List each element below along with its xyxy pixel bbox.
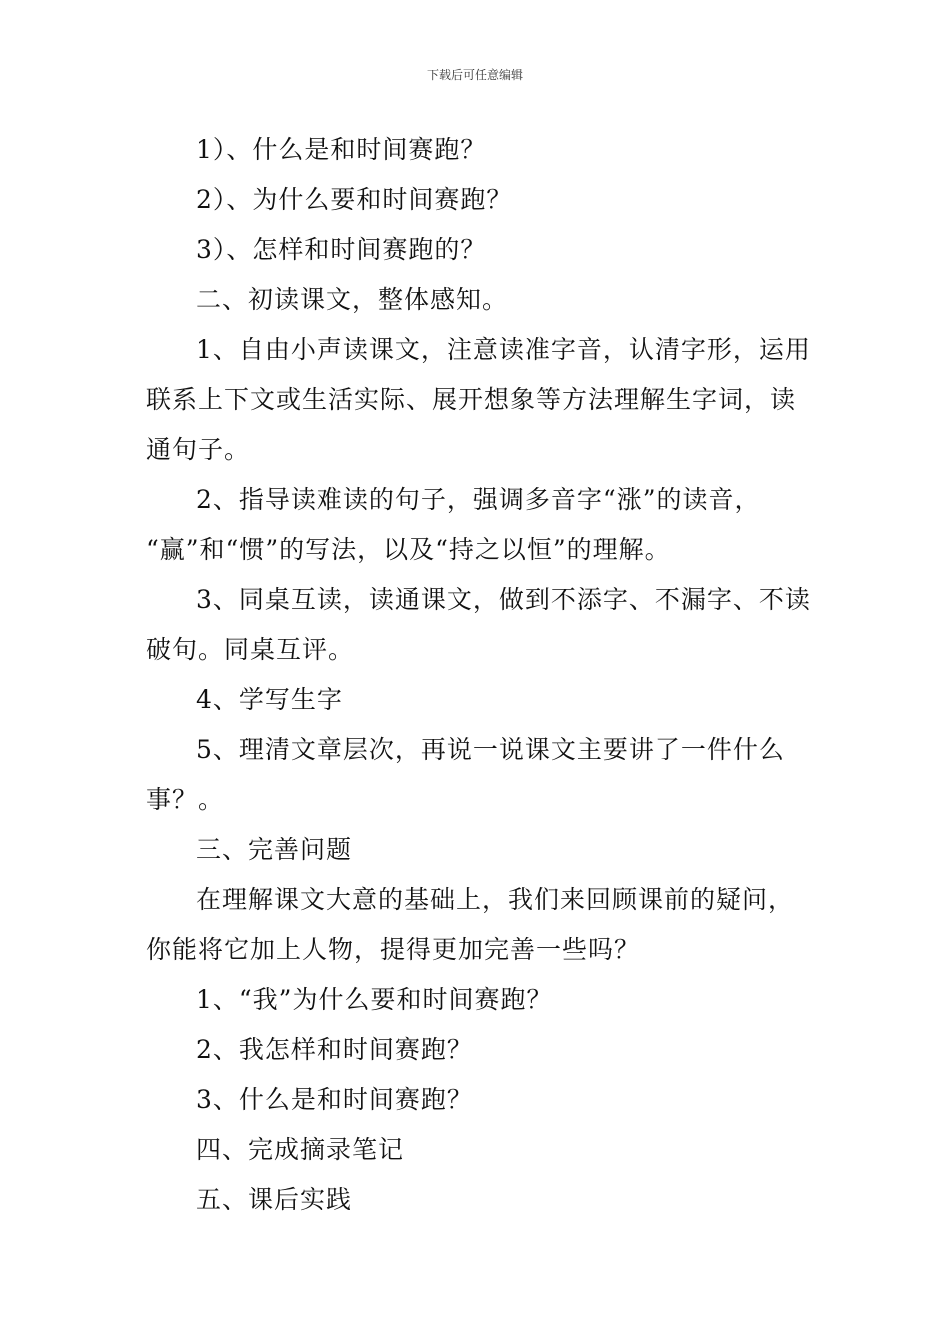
paragraph-line: 4、学写生字 [196,685,343,714]
question-line: 3）、怎样和时间赛跑的？ [196,235,487,264]
paragraph-line: “赢”和“惯”的写法，以及“持之以恒”的理解。 [146,535,671,564]
section-heading: 二、初读课文，整体感知。 [196,285,509,314]
paragraph-line: 1、自由小声读课文，注意读准字音，认清字形，运用 [196,335,811,364]
question-line: 1、“我”为什么要和时间赛跑？ [196,985,553,1014]
paragraph-line: 你能将它加上人物，提得更加完善一些吗？ [146,935,641,964]
paragraph-line: 破句。同桌互评。 [146,635,355,664]
question-line: 1）、什么是和时间赛跑？ [196,135,487,164]
paragraph-line: 3、同桌互读，读通课文，做到不添字、不漏字、不读 [196,585,811,614]
paragraph-line: 联系上下文或生活实际、展开想象等方法理解生字词，读 [146,385,797,414]
question-line: 3、什么是和时间赛跑？ [196,1085,473,1114]
page-header: 下载后可任意编辑 [426,68,523,82]
paragraph-line: 在理解课文大意的基础上，我们来回顾课前的疑问， [196,885,795,914]
section-heading: 五、课后实践 [196,1185,353,1214]
paragraph-line: 2、指导读难读的句子，强调多音字“涨”的读音， [196,485,761,514]
paragraph-line: 通句子。 [146,435,251,464]
question-line: 2）、为什么要和时间赛跑？ [196,185,513,214]
paragraph-line: 5、理清文章层次，再说一说课文主要讲了一件什么 [196,735,785,764]
question-line: 2、我怎样和时间赛跑？ [196,1035,473,1064]
paragraph-line: 事？。 [146,785,225,814]
section-heading: 四、完成摘录笔记 [196,1135,405,1164]
section-heading: 三、完善问题 [196,835,353,864]
